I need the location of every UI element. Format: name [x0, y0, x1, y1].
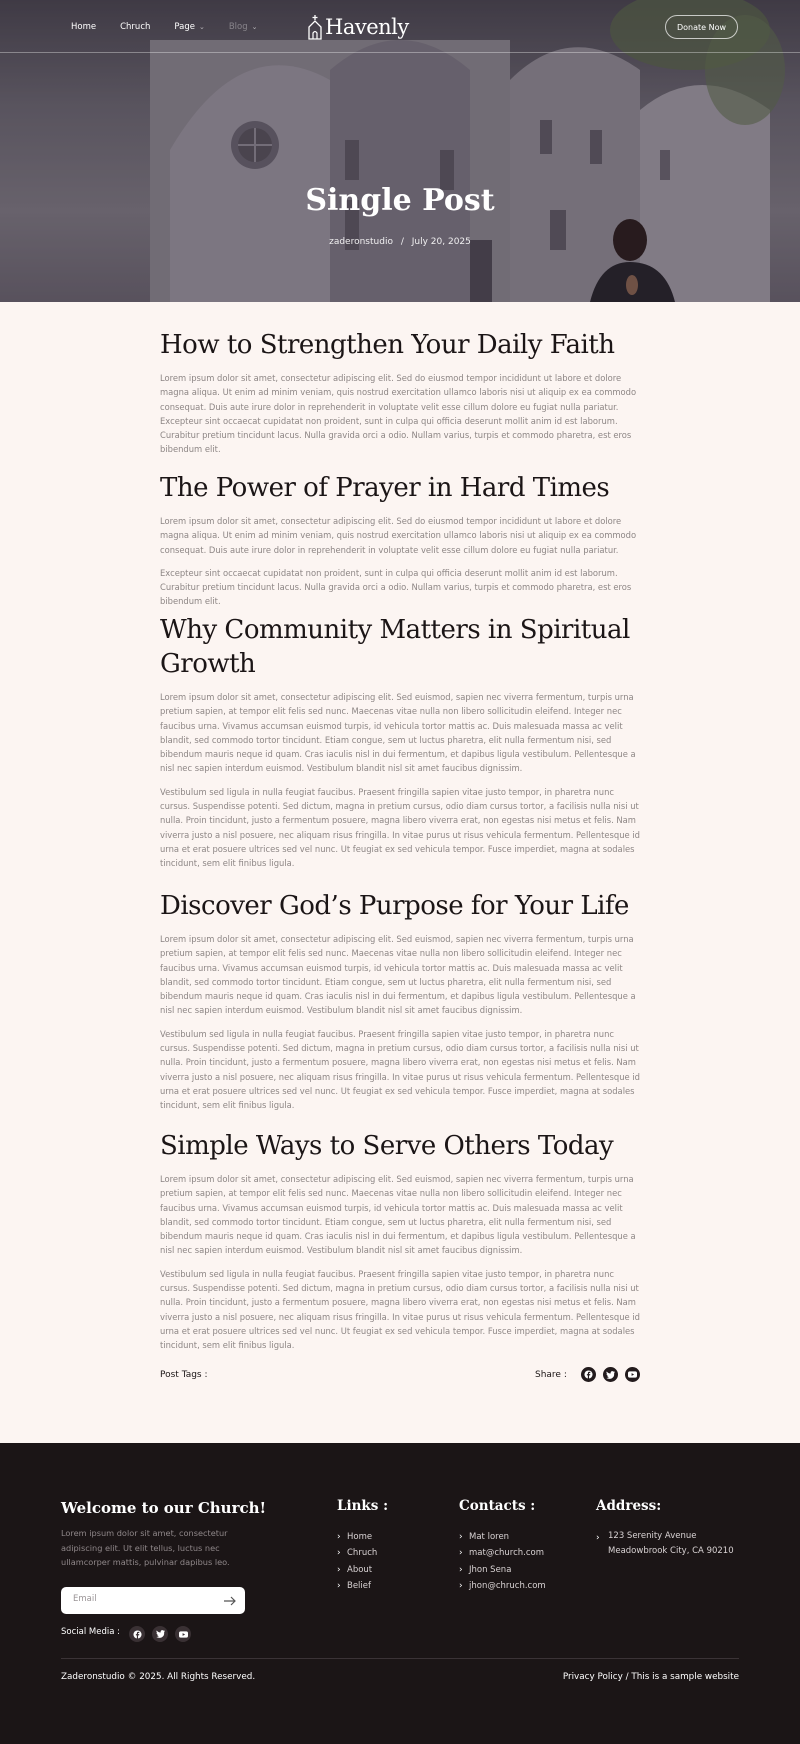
footer-contacts-title: Contacts : [459, 1498, 536, 1514]
article-section [160, 613, 642, 871]
footer-address [596, 1529, 734, 1558]
site-footer [0, 1443, 800, 1744]
contact-label: mat@church.com [469, 1548, 544, 1559]
footer-link-chruch[interactable] [337, 1545, 377, 1561]
footer-welcome-text: Lorem ipsum dolor sit amet, consectetur adipiscing elit. Ut elit tellus, luctus nec ullamcorper mattis, pulvinar dapibus leo. [61, 1528, 230, 1567]
contact-email[interactable] [459, 1545, 546, 1561]
hero-banner [0, 0, 800, 302]
top-navbar [0, 0, 800, 53]
facebook-icon[interactable] [581, 1367, 596, 1382]
logo-text: Havenly [325, 15, 409, 39]
post-tags-share-row [160, 1369, 640, 1385]
privacy-policy-link[interactable]: Privacy Policy / This is a sample website [562, 1672, 739, 1682]
section-heading: How to Strengthen Your Daily Faith [160, 330, 615, 360]
footer-social-icons [129, 1626, 191, 1642]
chevron-right-icon: › [337, 1532, 341, 1543]
footer-links-title: Links : [337, 1498, 389, 1514]
chevron-right-icon: › [459, 1581, 463, 1592]
address-line: Meadowbrook City, CA 90210 [608, 1545, 734, 1556]
post-author[interactable]: zaderonstudio [329, 237, 393, 247]
contact-name [459, 1529, 546, 1545]
section-paragraph: Lorem ipsum dolor sit amet, consectetur adipiscing elit. Sed do eiusmod tempor incididunt ut labore et dolore magna aliqua. Ut enim ad minim veniam, quis nostrud exercitation ullamco laboris nisi ut aliquip ex ea commodo consequat. Duis aute irure dolor in reprehenderit in voluptate velit esse cillum dolore eu fugiat nulla pariatur. Excepteur sint occaecat cupidatat non proident, sunt in culpa qui officia deserunt mollit anim id est laborum. Curabitur pretium tincidunt lacus. Nulla gravida orci a odio. Nullam varius, turpis et commodo pharetra, est eros bibendum elit. [160, 373, 637, 455]
post-date: July 20, 2025 [411, 237, 471, 247]
newsletter-form [61, 1587, 245, 1614]
chevron-right-icon: › [459, 1548, 463, 1559]
social-media-label: Social Media : [61, 1627, 120, 1637]
chevron-down-icon: ⌄ [198, 22, 205, 31]
footer-contacts-list [459, 1529, 546, 1594]
section-paragraph: Lorem ipsum dolor sit amet, consectetur adipiscing elit. Sed euismod, sapien nec viverra fermentum, turpis urna pretium sapien, at tempor elit felis sed nunc. Maecenas vitae nulla non libero sollicitudin eleifend. Integer nec faucibus urna. Vivamus accumsan euismod turpis, id vehicula tortor mattis ac. Duis malesuada massa ac velit blandit, sed commodo tortor tincidunt. Etiam congue, sem ut luctus pharetra, elit nulla fermentum nisi, sed bibendum mauris neque id quam. Cras iaculis nisl in dui fermentum, et dapibus ligula vestibulum. Pellentesque a nisl nec sapien interdum euismod. Vestibulum blandit nisl sit amet faucibus dignissim. [160, 934, 636, 1016]
section-paragraph: Lorem ipsum dolor sit amet, consectetur adipiscing elit. Sed euismod, sapien nec viverra fermentum, turpis urna pretium sapien, at tempor elit felis sed nunc. Maecenas vitae nulla non libero sollicitudin eleifend. Integer nec faucibus urna. Vivamus accumsan euismod turpis, id vehicula tortor mattis ac. Duis malesuada massa ac velit blandit, sed commodo tortor tincidunt. Etiam congue, sem ut luctus pharetra, elit nulla fermentum nisi, sed bibendum mauris neque id quam. Cras iaculis nisl in dui fermentum, et dapibus ligula vestibulum. Pellentesque a nisl nec sapien interdum euismod. Vestibulum blandit nisl sit amet faucibus dignissim. [160, 1174, 636, 1256]
contact-email[interactable] [459, 1578, 546, 1594]
church-logo-icon [307, 14, 323, 40]
facebook-icon[interactable] [129, 1626, 145, 1642]
section-paragraph: Lorem ipsum dolor sit amet, consectetur adipiscing elit. Sed euismod, sapien nec viverra fermentum, turpis urna pretium sapien, at tempor elit felis sed nunc. Maecenas vitae nulla non libero sollicitudin eleifend. Integer nec faucibus urna. Vivamus accumsan euismod turpis, id vehicula tortor mattis ac. Duis malesuada massa ac velit blandit, sed commodo tortor tincidunt. Etiam congue, sem ut luctus pharetra, elit nulla fermentum nisi, sed bibendum mauris neque id quam. Cras iaculis nisl in dui fermentum, et dapibus ligula vestibulum. Pellentesque a nisl nec sapien interdum euismod. Vestibulum blandit nisl sit amet faucibus dignissim. [160, 692, 636, 774]
footer-link-label: Home [347, 1532, 373, 1543]
nav-link-page[interactable] [174, 22, 204, 32]
chevron-right-icon: › [596, 1533, 600, 1543]
section-paragraph: Excepteur sint occaecat cupidatat non proident, sunt in culpa qui officia deserunt mollit anim id est laborum. Curabitur pretium tincidunt lacus. Nulla gravida orci a odio. Nullam varius, turpis et commodo pharetra, est eros bibendum elit. [160, 567, 632, 607]
footer-link-label: Belief [347, 1581, 372, 1592]
footer-link-belief[interactable] [337, 1578, 377, 1594]
footer-link-label: Chruch [347, 1548, 378, 1559]
section-paragraph: Vestibulum sed ligula in nulla feugiat faucibus. Praesent fringilla sapien vitae justo tempor, in pharetra nunc cursus. Suspendisse potenti. Sed dictum, magna in pretium cursus, odio diam cursus tortor, a facilisis nulla nisi ut nulla. Proin tincidunt, justo a fermentum posuere, magna libero viverra erat, non egestas nisi metus et felis. Nam viverra justo a nisl posuere, nec aliquam risus fringilla. In vitae purus ut risus vehicula fermentum. Pellentesque id urna et erat posuere ultrices sed vel nunc. Ut feugiat ex sed vehicula tempor. Fusce imperdiet, magna at sodales tincidunt, sem elit finibus ligula. [160, 1268, 640, 1351]
contact-label: Jhon Sena [469, 1564, 512, 1575]
nav-link-blog[interactable] [229, 22, 258, 32]
footer-address-title: Address: [596, 1498, 662, 1514]
nav-links [71, 0, 282, 53]
article-section [160, 471, 642, 609]
post-meta [0, 237, 800, 247]
chevron-down-icon: ⌄ [251, 22, 258, 31]
email-input[interactable] [73, 1594, 213, 1604]
donate-button[interactable]: Donate Now [665, 15, 738, 39]
chevron-right-icon: › [459, 1564, 463, 1575]
footer-link-home[interactable] [337, 1529, 377, 1545]
article-section [160, 1129, 642, 1353]
share-label: Share : [535, 1370, 567, 1380]
section-heading: The Power of Prayer in Hard Times [160, 473, 610, 503]
nav-link-label: Blog [228, 21, 248, 32]
youtube-icon[interactable] [175, 1626, 191, 1642]
nav-link-label: Page [174, 21, 195, 32]
nav-link-home[interactable] [71, 22, 96, 32]
chevron-right-icon: › [337, 1548, 341, 1559]
footer-link-about[interactable] [337, 1562, 377, 1578]
article-section [160, 328, 642, 457]
contact-name [459, 1562, 546, 1578]
meta-separator: / [400, 237, 404, 247]
chevron-right-icon: › [337, 1564, 341, 1575]
article-section [160, 889, 642, 1113]
twitter-icon[interactable] [152, 1626, 168, 1642]
post-tags-label: Post Tags : [160, 1370, 208, 1380]
section-heading: Why Community Matters in Spiritual Growth [160, 615, 630, 679]
footer-divider [61, 1658, 739, 1659]
footer-links-list [337, 1529, 377, 1594]
section-heading: Discover God’s Purpose for Your Life [160, 891, 629, 921]
section-paragraph: Vestibulum sed ligula in nulla feugiat faucibus. Praesent fringilla sapien vitae justo tempor, in pharetra nunc cursus. Suspendisse potenti. Sed dictum, magna in pretium cursus, odio diam cursus tortor, a facilisis nulla nisi ut nulla. Proin tincidunt, justo a fermentum posuere, magna libero viverra erat, non egestas nisi metus et felis. Nam viverra justo a nisl posuere, nec aliquam risus fringilla. In vitae purus ut risus vehicula fermentum. Pellentesque id urna et erat posuere ultrices sed vel nunc. Ut feugiat ex sed vehicula tempor. Fusce imperdiet, magna at sodales tincidunt, sem elit finibus ligula. [160, 1028, 640, 1111]
share-icons [581, 1367, 640, 1382]
twitter-icon[interactable] [603, 1367, 618, 1382]
chevron-right-icon: › [459, 1532, 463, 1543]
chevron-right-icon: › [337, 1581, 341, 1592]
contact-label: jhon@chruch.com [469, 1581, 546, 1592]
nav-link-chruch[interactable] [120, 22, 150, 32]
section-paragraph: Lorem ipsum dolor sit amet, consectetur adipiscing elit. Sed do eiusmod tempor incididunt ut labore et dolore magna aliqua. Ut enim ad minim veniam, quis nostrud exercitation ullamco laboris nisi ut aliquip ex ea commodo consequat. Duis aute irure dolor in reprehenderit in voluptate velit esse cillum dolore eu fugiat nulla pariatur. [160, 516, 637, 555]
section-heading: Simple Ways to Serve Others Today [160, 1131, 614, 1161]
youtube-icon[interactable] [625, 1367, 640, 1382]
page-title: Single Post [305, 183, 495, 218]
section-paragraph: Vestibulum sed ligula in nulla feugiat faucibus. Praesent fringilla sapien vitae justo tempor, in pharetra nunc cursus. Suspendisse potenti. Sed dictum, magna in pretium cursus, odio diam cursus tortor, a facilisis nulla nisi ut nulla. Proin tincidunt, justo a fermentum posuere, magna libero viverra erat, non egestas nisi metus et felis. Nam viverra justo a nisl posuere, nec aliquam risus fringilla. In vitae purus ut risus vehicula fermentum. Pellentesque id urna et erat posuere ultrices sed vel nunc. Ut feugiat ex sed vehicula tempor. Fusce imperdiet, magna at sodales tincidunt, sem elit finibus ligula. [160, 786, 640, 869]
nav-link-label: Home [71, 21, 97, 32]
footer-link-label: About [347, 1564, 373, 1575]
site-logo[interactable] [307, 14, 409, 40]
footer-welcome-title: Welcome to our Church! [61, 1499, 267, 1517]
contact-label: Mat loren [469, 1532, 510, 1543]
nav-link-label: Chruch [120, 21, 151, 32]
submit-arrow-icon[interactable] [223, 1593, 237, 1612]
copyright-text: Zaderonstudio © 2025. All Rights Reserved. [61, 1672, 256, 1682]
address-line: 123 Serenity Avenue [608, 1531, 697, 1541]
